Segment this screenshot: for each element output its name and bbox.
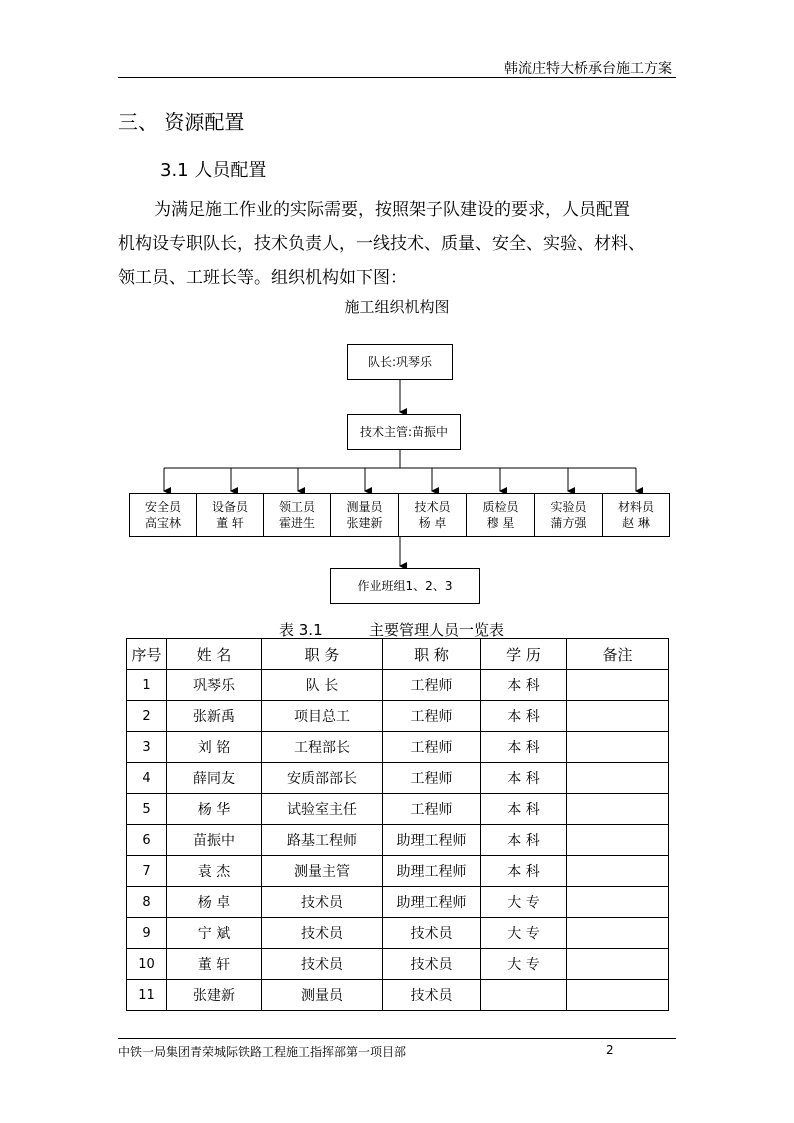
col-header-education: 学 历 — [481, 639, 567, 670]
header-title: 韩流庄特大桥承台施工方案 — [504, 61, 672, 77]
table-row — [127, 980, 669, 1011]
member-role: 材料员 — [617, 500, 654, 514]
cell-no: 6 — [127, 825, 167, 856]
org-node-label: 队长:巩琴乐 — [367, 355, 433, 369]
cell-title: 工程师 — [383, 670, 481, 701]
paragraph-line: 机构设专职队长，技术负责人，一线技术、质量、安全、实验、材料、 — [118, 234, 645, 254]
cell-title: 工程师 — [383, 763, 481, 794]
member-name: 高宝林 — [144, 516, 181, 530]
cell-remarks — [567, 670, 669, 701]
cell-no: 8 — [127, 887, 167, 918]
cell-remarks — [567, 980, 669, 1011]
member-role: 测量员 — [346, 500, 383, 514]
staff-table — [126, 638, 669, 1011]
footer-rule — [118, 1038, 676, 1039]
paragraph-line: 领工员、工班长等。组织机构如下图： — [118, 268, 407, 288]
cell-education: 大 专 — [481, 918, 567, 949]
cell-no: 10 — [127, 949, 167, 980]
col-header-no: 序号 — [127, 639, 167, 670]
org-node-label: 作业班组1、2、3 — [357, 579, 453, 593]
cell-title: 助理工程师 — [383, 887, 481, 918]
cell-education: 本 科 — [481, 794, 567, 825]
cell-title: 技术员 — [383, 949, 481, 980]
cell-no: 4 — [127, 763, 167, 794]
cell-position: 安质部部长 — [262, 763, 383, 794]
cell-position: 测量主管 — [262, 856, 383, 887]
cell-title: 工程师 — [383, 732, 481, 763]
org-node-member — [129, 493, 197, 537]
cell-no: 9 — [127, 918, 167, 949]
cell-title: 技术员 — [383, 980, 481, 1011]
table-caption-title: 主要管理人员一览表 — [369, 621, 505, 639]
cell-remarks — [567, 794, 669, 825]
cell-position: 试验室主任 — [262, 794, 383, 825]
member-role: 安全员 — [144, 500, 181, 514]
table-row — [127, 856, 669, 887]
cell-education: 本 科 — [481, 856, 567, 887]
cell-remarks — [567, 763, 669, 794]
cell-name: 张建新 — [167, 980, 262, 1011]
table-row — [127, 949, 669, 980]
cell-no: 2 — [127, 701, 167, 732]
cell-name: 杨 华 — [167, 794, 262, 825]
cell-remarks — [567, 918, 669, 949]
member-name: 霍进生 — [278, 516, 315, 530]
member-name: 赵 琳 — [622, 516, 650, 530]
cell-name: 张新禹 — [167, 701, 262, 732]
cell-remarks — [567, 949, 669, 980]
cell-position: 测量员 — [262, 980, 383, 1011]
member-name: 张建新 — [346, 516, 383, 530]
org-node-member — [330, 493, 399, 537]
cell-education: 本 科 — [481, 763, 567, 794]
cell-education: 本 科 — [481, 701, 567, 732]
col-header-position: 职 务 — [262, 639, 383, 670]
table-row — [127, 887, 669, 918]
cell-remarks — [567, 701, 669, 732]
cell-education: 本 科 — [481, 825, 567, 856]
member-role: 质检员 — [482, 500, 519, 514]
member-name: 董 轩 — [216, 516, 244, 530]
cell-title: 技术员 — [383, 918, 481, 949]
subsection-heading: 3.1 人员配置 — [160, 160, 267, 181]
cell-position: 项目总工 — [262, 701, 383, 732]
member-role: 设备员 — [211, 500, 248, 514]
org-node-member — [466, 493, 535, 537]
org-node-member — [534, 493, 603, 537]
cell-position: 技术员 — [262, 949, 383, 980]
cell-title: 助理工程师 — [383, 825, 481, 856]
org-node-work-teams — [330, 568, 480, 604]
cell-name: 宁 斌 — [167, 918, 262, 949]
member-name: 穆 星 — [486, 516, 515, 530]
cell-education: 本 科 — [481, 670, 567, 701]
cell-title: 工程师 — [383, 701, 481, 732]
org-node-member — [602, 493, 670, 537]
table-row — [127, 763, 669, 794]
col-header-name: 姓 名 — [167, 639, 262, 670]
cell-no: 1 — [127, 670, 167, 701]
org-node-member — [398, 493, 467, 537]
member-role: 领工员 — [278, 500, 315, 514]
col-header-remarks: 备注 — [567, 639, 669, 670]
paragraph-line: 为满足施工作业的实际需要，按照架子队建设的要求，人员配置 — [154, 200, 630, 220]
table-row — [127, 701, 669, 732]
cell-name: 董 轩 — [167, 949, 262, 980]
cell-education: 本 科 — [481, 732, 567, 763]
cell-name: 袁 杰 — [167, 856, 262, 887]
cell-remarks — [567, 856, 669, 887]
member-name: 杨 卓 — [418, 516, 447, 530]
cell-position: 队 长 — [262, 670, 383, 701]
member-name: 蒲方强 — [550, 516, 587, 530]
cell-education: 大 专 — [481, 949, 567, 980]
cell-no: 11 — [127, 980, 167, 1011]
cell-name: 薛同友 — [167, 763, 262, 794]
cell-title: 工程师 — [383, 794, 481, 825]
org-node-member — [263, 493, 331, 537]
table-row — [127, 794, 669, 825]
cell-remarks — [567, 825, 669, 856]
cell-no: 5 — [127, 794, 167, 825]
cell-name: 刘 铭 — [167, 732, 262, 763]
org-node-tech-lead — [347, 414, 461, 450]
table-row — [127, 732, 669, 763]
cell-remarks — [567, 887, 669, 918]
member-role: 技术员 — [414, 500, 451, 514]
table-row — [127, 918, 669, 949]
member-role: 实验员 — [550, 500, 587, 514]
table-header-row — [127, 639, 669, 670]
cell-position: 路基工程师 — [262, 825, 383, 856]
cell-remarks — [567, 732, 669, 763]
section-heading: 三、 资源配置 — [118, 110, 245, 134]
cell-no: 3 — [127, 732, 167, 763]
org-chart-title: 施工组织机构图 — [344, 298, 450, 316]
table-row — [127, 825, 669, 856]
table-caption-number: 表 3.1 — [279, 621, 323, 639]
cell-name: 苗振中 — [167, 825, 262, 856]
org-node-member — [196, 493, 264, 537]
cell-no: 7 — [127, 856, 167, 887]
cell-title: 助理工程师 — [383, 856, 481, 887]
footer-organization: 中铁一局集团青荣城际铁路工程施工指挥部第一项目部 — [118, 1045, 407, 1059]
cell-education — [481, 980, 567, 1011]
cell-position: 技术员 — [262, 918, 383, 949]
col-header-title: 职 称 — [383, 639, 481, 670]
cell-name: 巩琴乐 — [167, 670, 262, 701]
org-node-label: 技术主管:苗振中 — [359, 425, 449, 439]
cell-position: 技术员 — [262, 887, 383, 918]
table-row — [127, 670, 669, 701]
org-node-leader — [347, 344, 453, 380]
cell-education: 大 专 — [481, 887, 567, 918]
cell-position: 工程部长 — [262, 732, 383, 763]
page-number: 2 — [606, 1043, 614, 1057]
cell-name: 杨 卓 — [167, 887, 262, 918]
